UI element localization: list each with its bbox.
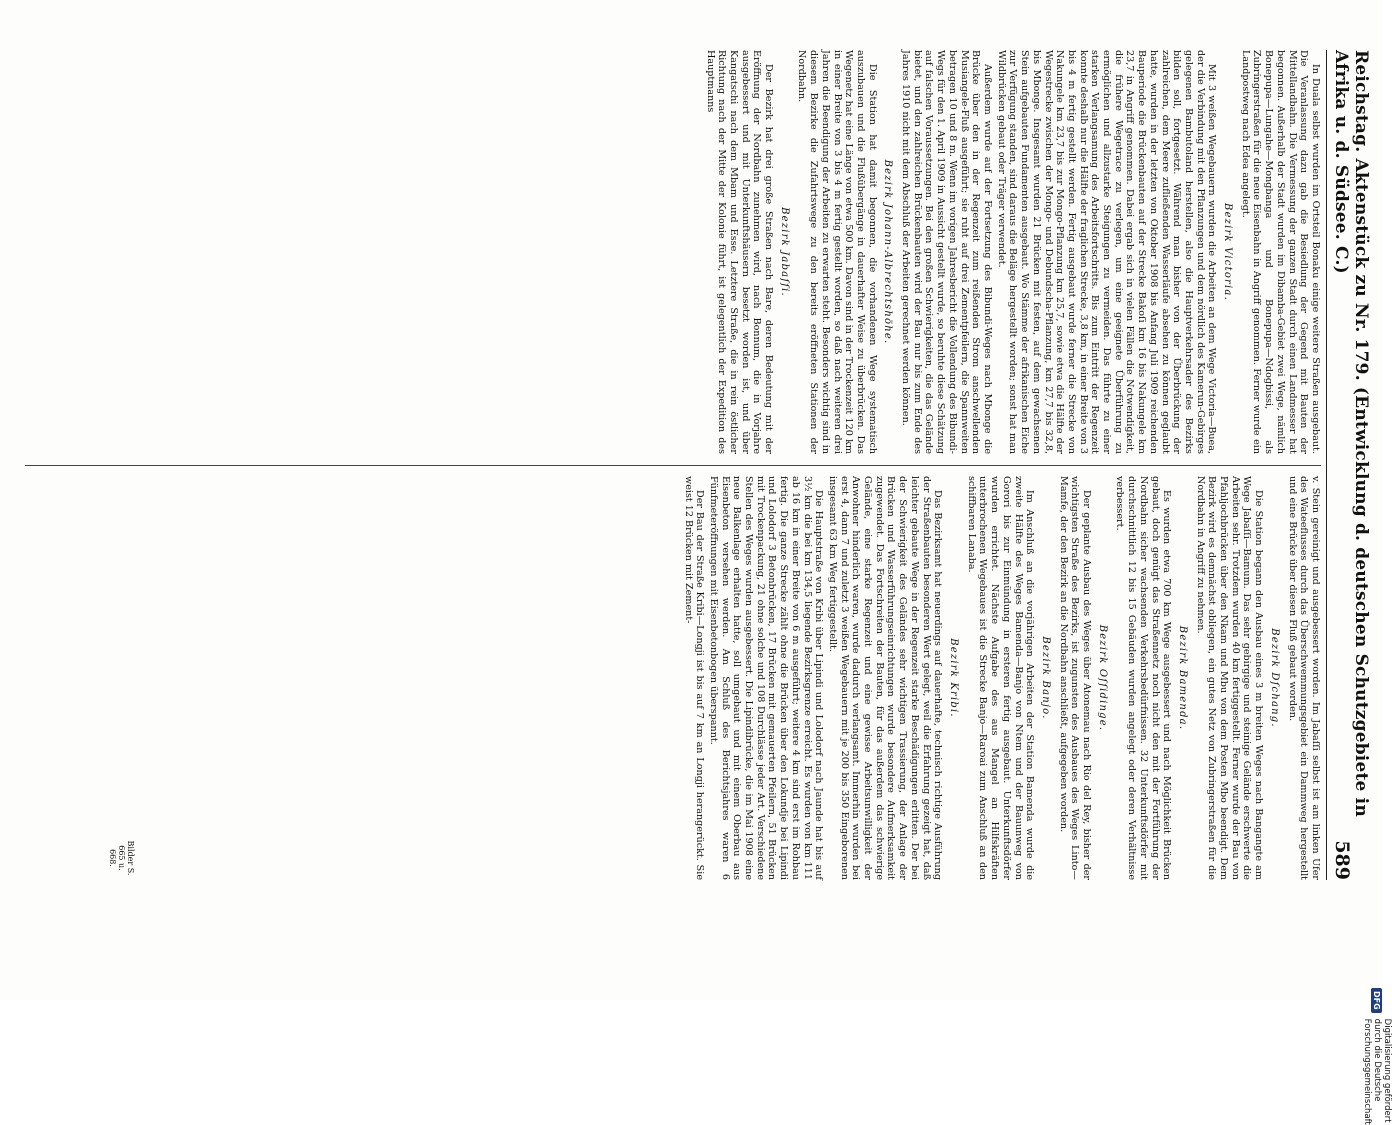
page-header <box>1326 50 1371 880</box>
left-column <box>25 50 1321 454</box>
section-heading-dschang: Bezirk Dſchang. <box>1268 628 1280 728</box>
digitization-footer <box>0 880 1392 1125</box>
paragraph: Außerdem wurde auf der Fortsetzung des Bibundi-Weges nach Mbonge die Brücke über den in der Regenzeit zum reißenden Strom anschwellenden Musiangele-Fluß ausgeführt; sie ruht auf drei Zementpfeilern, die Spannweiten betragen 10 und 8 m. Wenn im vorigen Jahresbericht die Vollendung des Bibundi-Wegs für den 1. April 1909 in Aussicht gestellt wurde, so beruhte diese Schätzung auf falschen Voraussetzungen. Bei den großen Schwierigkeiten, die das Gelände bietet, und den zahlreichen Brückenbauten wird der Bau nur bis zum Ende des Jahres 1910 nicht mit dem Abschluß der Arbeiten gerechnet werden können. <box>900 50 994 454</box>
digitization-credit: Digitalisierung gefördert durch die Deutsche Forschungsgemeinschaft <box>1362 1018 1392 1125</box>
paragraph: Mit 3 weißen Wegebauern wurden die Arbeiten an dem Wege Victoria—Buea, der die Verbindung mit den Pflanzungen und dem nördlich des Kamerun-Gebirges gelegenen Bambutoland herstellen, also die Hauptverkehrsader des Bezirks bilden soll, fortgesetzt. Während man bisher von der Überbrückung der zahlreichen, dem Meere zufließenden Wasserläufe absehen zu können geglaubt hatte, wurden in der letzten von Oktober 1908 bis Anfang Juli 1909 reichenden Bauperiode die Brückenbauten auf der Strecke Bakoſi km 16 bis Nakungele km 23,7 in Angriff genommen. Dabei ergab sich in vielen Fällen die Notwendigkeit, die frühere Wegetrace zu verlegen, um eine geeignete Überführung zu ermöglichen und allzustarke Steigungen zu vermeiden. Das führte zu einer starken Verlangsamung des Arbeitsfortschritts. Bis zum Eintritt der Regenzeit konnte deshalb nur die Hälfte der fraglichen Strecke, 3,8 km, in einer Breite von 3 bis 4 m fertig gestellt werden. Fertig ausgebaut wurde ferner die Strecke von Nakungele km 23,7 bis zur Mongo-Pflanzung km 25,7, sowie etwa die Hälfte der Wegestrecke zwischen der Mongo- und Debundscha-Pflanzung, km 27,7 bis 32,8, bis Mbonge. Insgesamt wurden 21 Brücken mit festen, auf dem gewachsenen Stein aufgebauten Fundamenten ausgebaut. Wo Stämme der afrikanischen Eiche zur Verfügung standen, sind daraus die Beläge hergestellt worden; sonst hat man Wildbrücken gebaut oder Träger verwendet. <box>995 50 1218 454</box>
paragraph: v. Stein gereinigt und ausgebessert worden. Im Jabaſſi selbst ist am linken Ufer des Wateeflusses durch das Überschwemmungsgebiet ein Dammweg hergestellt und eine Brücke über diesen Fluß gebaut worden. <box>1286 476 1321 880</box>
section-heading-johann-albrechtshoehe: Bezirk Johann-Albrechtshöhe. <box>882 159 894 345</box>
paragraph: In Duala selbst wurden im Ortsteil Bonaku einige weitere Straßen ausgebaut. Die Veranlassung dazu gab die Besiedlung der Gegend mit Bauten der Mittellandbahn. Die Vermessung der ganzen Stadt durch einen Landmesser hat begonnen. Außerhalb der Stadt wurden im Dibamba-Gebiet zwei Wege, nämlich Bonepupa—Lungahe—Mongbanga und Bonepupa—Ndogbissi, als Zubringerstraßen für die neue Eisenbahn in Angriff genommen. Ferner wurde ein Landpostweg nach Edea angelegt. <box>1239 50 1321 454</box>
section-heading-ossidinge: Bezirk Oſſidinge. <box>1096 624 1108 732</box>
footer-inner <box>1362 988 1392 1125</box>
section-heading-jabassi: Bezirk Jabaſſi. <box>778 207 790 297</box>
footer-strip <box>0 988 1392 1125</box>
paragraph: Das Bezirksamt hat neuerdings auf dauerhafte, technisch richtige Ausführung der Straßenbauten besonderen Wert gelegt, weil die Erfahrung gezeigt hat, daß leichter gebaute Wege in der Regenzeit starke Beschädigungen erlitten. Der bei der Schwierigkeit des Geländes sehr wichtigen Trassierung, der Anlage der Brücken und Wasserführungseinrichtungen wurde besondere Aufmerksamkeit zugewendet. Das Fortschreiten der Bauten, für das außerdem das schwierige Gelände, eine starke Regenzeit und eine gewisse Arbeitsunwilligkeit der Anwohner hinderlich waren, wurde dadurch verlangsamt. Immerhin wurden bei erst 4, dann 7 und zuletzt 3 weißen Wegebauern mit je 200 bis 350 Eingeborenen insgesamt 63 km Weg fertiggestellt. <box>826 476 944 880</box>
section-heading-bamenda: Bezirk Bamenda. <box>1176 625 1188 731</box>
paragraph: Der geplante Ausbau des Weges über Atonemau nach Rio del Rey, bisher der wichtigsten Straße des Bezirks, ist zugunsten des Ausbaues des Weges Linto—Mamfe, der den Bezirk an die Nordbahn anschließt, aufgegeben worden. <box>1057 476 1093 880</box>
text-columns <box>25 50 1321 880</box>
margin-note: Bilder S. 665 u. 668. <box>108 840 135 876</box>
section-heading-banjo: Bezirk Banjo. <box>1039 636 1051 720</box>
paragraph: Die Station hat damit begonnen, die vorhandenen Wege systematisch auszubauen und die Flußübergänge in dauerhafter Weise zu überbrücken. Das Wegenetz hat eine Länge von etwa 500 km. Davon sind in der Trockenzeit 120 km in einer Breite von 3 bis 4 m fertig gestellt worden, so daß nach weiteren drei Jahren die Beendigung der Arbeiten zu erwarten steht. Besonders wichtig sind in diesem Bezirke die Zufahrtswege zu den bereits eröffneten Stationen der Nordbahn. <box>796 50 878 454</box>
paragraph: Der Bezirk hat drei große Straßen nach Bare, deren Bedeutung mit der Eröffnung der Nordbahn zunehmen wird, nach Bonnum, die in Vorjahre ausgebessert und mit Unterkunftshäusern besetzt worden ist, und über Kangatschi nach dem Mbam und Esse. Letztere Straße, die in rein östlicher Richtung nach der Mitte der Kolonie führt, ist gelegentlich der Expedition des Hauptmanns <box>704 50 775 454</box>
page-number: 589 <box>1331 840 1353 880</box>
right-column <box>25 476 1321 880</box>
paragraph: Die Station begann den Ausbau eines 3 m breiten Weges nach Bangangte am Wege Jabaſſi—Bamum. Das sehr gebirgige und steinige Gelände erschwerte die Arbeiten sehr. Trotzdem wurden 40 km fertiggestellt. Ferner wurde der Bau von Pfahljochbrücken über den Nkam und Mbu von dem Posten Mbo beendigt. Dem Bezirk wird es demnächst obliegen, ein gutes Netz von Zubringerstraßen für die Nordbahn in Angriff zu nehmen. <box>1194 476 1265 880</box>
section-heading-kribi: Bezirk Kribi. <box>948 638 960 718</box>
paragraph: Es wurden etwa 700 km Wege ausgebessert und nach Möglichkeit Brücken gebaut, doch genügt das Straßennetz noch nicht den mit der Fortführung der Nordbahn sicher wachsenden Verkehrsbedürfnissen. 32 Unterkunftsdörfer mit durchschnittlich 12 bis 15 Gebäuden wurden angelegt oder deren Verhältnisse verbessert. <box>1114 476 1173 880</box>
column-divider <box>25 465 1321 466</box>
paragraph: Die Hauptstraße von Kribi über Lipindi und Lolodorf nach Jaunde hat bis auf 3½ km die bei km 134,5 liegende Bezirksgrenze erreicht. Es wurden von km 111 ab 16 km in einer Breite von 6 m ausgeführt; weitere 4 km sind erst im Rohbau fertig. Die ganze Strecke zählt ohne die Brücken über den Lokundje bei Lipindi und Lolodorf 3 Betonbrücken, 17 Brücken mit gemauerten Pfeilern, 51 Brücken mit Trockenpackung, 21 ohne solche und 108 Durchlässe jeder Art. Verschiedene Stellen des Weges wurden ausgebessert. Die Lipindibrücke, die im Mai 1908 eine neue Balkenlage erhalten hatte, soll umgebaut und mit einem Oberbau aus Eisenbeton versehen werden. Am Schluß des Berichtsjahres waren 6 Fünfmeteröffnungen mit Eisenbetonbogen überspannt. <box>707 476 825 880</box>
section-heading-victoria: Bezirk Victoria. <box>1222 203 1234 301</box>
paragraph: Im Anschluß an die vorjährigen Arbeiten der Station Bamenda wurde die zweite Hälfte des Weges Bamenda—Banjo von Ntem und der Bauunweg von Gorori bis zur Einmündung in ersteren fertig ausgebaut. Unterkunftsdörfer wurden errichtet. Nächste Aufgabe des aus Mangel an Hilfskräften unterbrochenen Wegebaues ist die Strecke Banjo—Raroai zum Anschluß an den schiffbaren Lanaba. <box>965 476 1036 880</box>
paragraph: Der Bau der Straße Kribi—Longji ist bis auf 7 km an Longji herangerückt. Sie weist 12 Brücken mit Zement- <box>682 476 706 880</box>
running-title: Reichstag. Aktenstück zu Nr. 179. (Entwicklung d. deutschen Schutzgebiete in Afrika u. d. Südsee. C.) <box>1331 50 1371 817</box>
dfg-logo-icon: DFG <box>1372 988 1383 1013</box>
